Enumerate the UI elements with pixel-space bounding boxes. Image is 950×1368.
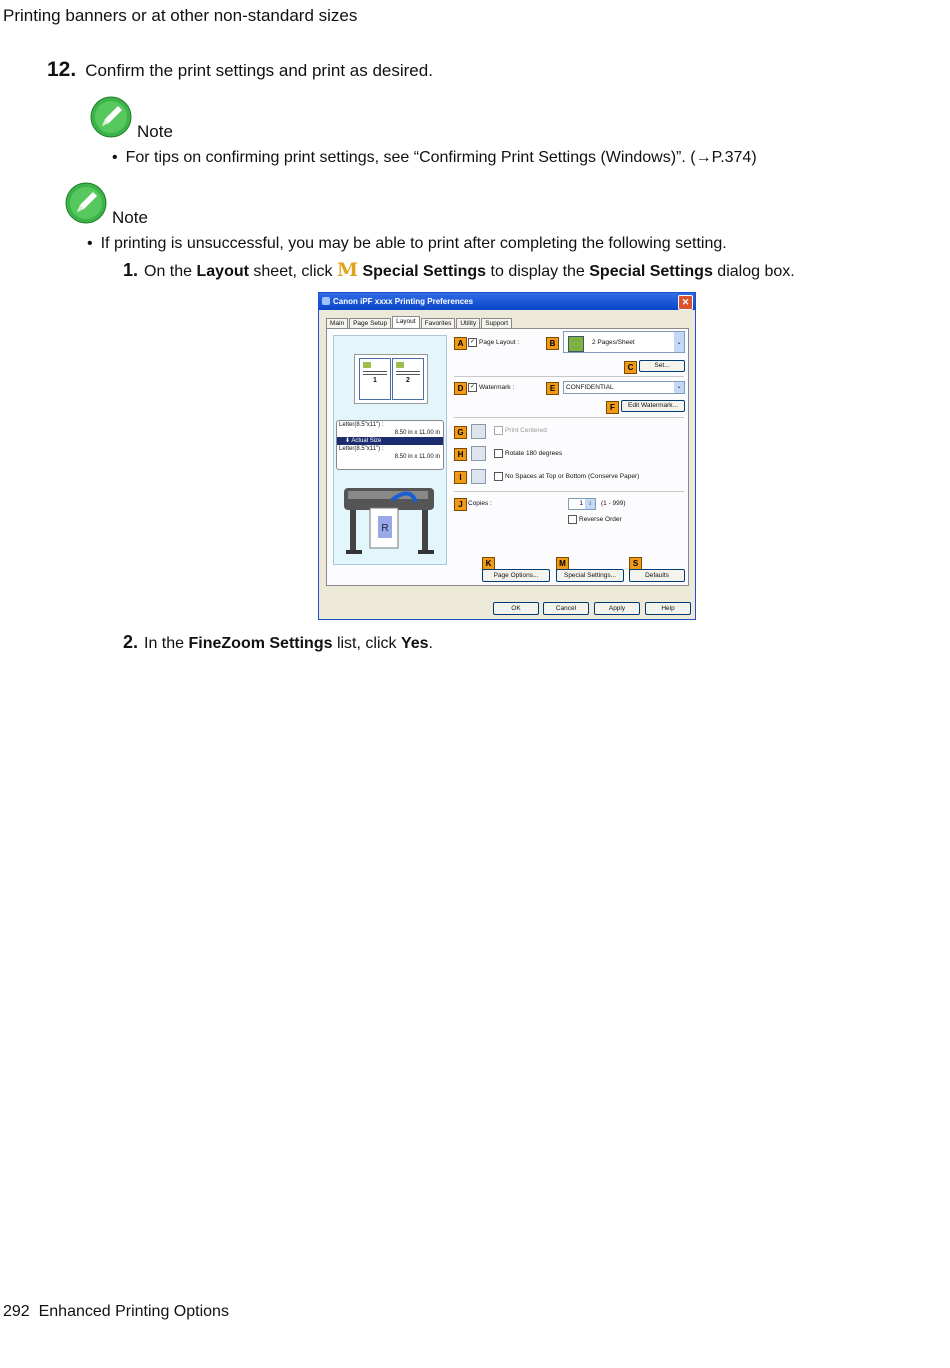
rotate-icon: [471, 446, 486, 461]
note-bullet: • If printing is unsuccessful, you may be able to print after completing the following setting.: [87, 235, 727, 252]
print-centered-label: Print Centered: [505, 427, 547, 435]
copies-value: 1: [579, 500, 583, 507]
substep-text: In the: [144, 635, 189, 652]
page-layout-value: 2 Pages/Sheet: [592, 339, 635, 346]
apply-button[interactable]: Apply: [594, 602, 640, 615]
edit-watermark-button[interactable]: Edit Watermark...: [621, 400, 685, 412]
defaults-button[interactable]: Defaults: [629, 569, 685, 582]
label-j: J: [454, 498, 467, 511]
paper-info-text: Letter(8.5"x11") :: [339, 422, 384, 428]
special-settings-button[interactable]: Special Settings...: [556, 569, 624, 582]
checkbox-icon: [494, 449, 503, 458]
checkbox-icon: [568, 515, 577, 524]
page-number: 1: [373, 377, 377, 384]
checkbox-checked-icon: ✓: [469, 384, 476, 390]
substep-text: .: [428, 635, 433, 652]
dialog-title: Canon iPF xxxx Printing Preferences: [333, 297, 474, 306]
label-m-icon: M: [336, 259, 359, 281]
label-a: A: [454, 337, 467, 350]
step-12: [47, 58, 433, 82]
print-centered-checkbox[interactable]: [494, 426, 547, 435]
chevron-down-icon: ⌄: [674, 332, 684, 352]
page-layout-checkbox[interactable]: [468, 338, 519, 347]
substep-1: [123, 259, 795, 281]
substep-text: sheet, click: [248, 263, 337, 280]
no-spaces-label: No Spaces at Top or Bottom (Conserve Paper): [505, 473, 640, 481]
svg-text:R: R: [381, 523, 389, 534]
paper-info-box: [336, 420, 444, 470]
divider: [454, 417, 684, 418]
substep-number: 2.: [123, 632, 139, 652]
note-pencil-icon: [65, 182, 107, 224]
note-pencil-icon: [90, 96, 132, 138]
paper-info-text: 8.50 in x 11.00 in: [394, 430, 440, 436]
page-footer: [3, 1303, 229, 1321]
label-c: C: [624, 361, 637, 374]
printer-illustration: [340, 480, 440, 560]
divider: [454, 491, 684, 492]
note-bullet: • For tips on confirming print settings, see “Confirming Print Settings (Windows)”. (→P.374): [112, 149, 757, 166]
layout-thumbnail-icon: [568, 336, 584, 352]
substep-bold: FineZoom Settings: [188, 635, 333, 652]
rotate-label: Rotate 180 degrees: [505, 450, 563, 458]
substep-bold: Special Settings: [589, 263, 713, 280]
checkbox-icon: [494, 426, 503, 435]
label-g: G: [454, 426, 467, 439]
rotate-checkbox[interactable]: [494, 449, 562, 458]
substep-bold: Yes: [400, 635, 429, 652]
substep-number: 1.: [123, 260, 139, 280]
tab-favorites[interactable]: Favorites: [421, 318, 456, 329]
copies-label: Copies :: [468, 500, 492, 507]
label-h: H: [454, 448, 467, 461]
label-e: E: [546, 382, 559, 395]
page-number: 292: [3, 1303, 30, 1320]
cancel-button[interactable]: Cancel: [543, 602, 589, 615]
tab-support[interactable]: Support: [481, 318, 512, 329]
step-number: 12.: [47, 58, 77, 81]
dialog-titlebar: [319, 293, 695, 310]
tab-utility[interactable]: Utility: [456, 318, 480, 329]
copies-range: (1 - 999): [601, 500, 626, 507]
watermark-checkbox[interactable]: [468, 383, 514, 392]
step-text: Confirm the print settings and print as desired.: [85, 61, 433, 80]
note-bullet-text: If printing is unsuccessful, you may be able to print after completing the following setting.: [100, 235, 727, 252]
paper-info-text: Letter(8.5"x11") :: [339, 446, 384, 452]
paper-info-text: 8.50 in x 11.00 in: [394, 454, 440, 460]
substep-text: list, click: [332, 635, 401, 652]
no-spaces-checkbox[interactable]: [494, 472, 639, 481]
page-layout-label: Page Layout :: [479, 339, 520, 347]
print-centered-icon: [471, 424, 486, 439]
label-m: M: [556, 557, 569, 570]
substep-bold: Special Settings: [362, 263, 487, 280]
divider: [454, 376, 684, 377]
note-label: Note: [112, 208, 148, 227]
reverse-order-label: Reverse Order: [579, 516, 622, 524]
footer-section: Enhanced Printing Options: [38, 1303, 229, 1320]
label-f: F: [606, 401, 619, 414]
set-button[interactable]: Set...: [639, 360, 685, 372]
label-d: D: [454, 382, 467, 395]
watermark-label: Watermark :: [479, 384, 515, 392]
ok-button[interactable]: OK: [493, 602, 539, 615]
layout-preview: [333, 335, 447, 565]
dialog-tabs: [326, 316, 513, 328]
page-layout-select[interactable]: [563, 331, 685, 353]
note-label: Note: [137, 122, 173, 141]
tab-main[interactable]: Main: [326, 318, 348, 329]
actual-size-row[interactable]: ⬇ Actual Size: [337, 437, 443, 445]
substep-2: [123, 632, 433, 653]
preview-page-2: [392, 358, 424, 400]
reverse-order-checkbox[interactable]: [568, 515, 622, 524]
page-header: Printing banners or at other non-standard sizes: [3, 6, 358, 25]
watermark-value: CONFIDENTIAL: [566, 384, 614, 391]
label-b: B: [546, 337, 559, 350]
chevron-down-icon: ⌄: [674, 382, 684, 393]
checkbox-checked-icon: ✓: [469, 339, 476, 345]
watermark-select[interactable]: [563, 381, 685, 394]
checkbox-icon: [494, 472, 503, 481]
tab-layout[interactable]: Layout: [392, 316, 420, 329]
substep-text: On the: [144, 263, 197, 280]
label-s: S: [629, 557, 642, 570]
spinner-icon[interactable]: ↕: [585, 499, 595, 509]
help-button[interactable]: Help: [645, 602, 691, 615]
layout-panel: [326, 328, 689, 586]
page-number: 2: [406, 377, 410, 384]
tab-page-setup[interactable]: Page Setup: [349, 318, 391, 329]
substep-text: to display the: [486, 263, 590, 280]
printing-preferences-dialog: [318, 292, 696, 620]
copies-input[interactable]: [568, 498, 596, 510]
sheet-preview: [354, 354, 428, 404]
close-button[interactable]: ✕: [678, 295, 693, 310]
conserve-paper-icon: [471, 469, 486, 484]
printer-icon: [322, 297, 330, 305]
preview-page-1: [359, 358, 391, 400]
label-i: I: [454, 471, 467, 484]
note-bullet-text: For tips on confirming print settings, see “Confirming Print Settings (Windows)”. (→P.374): [125, 149, 757, 166]
label-k: K: [482, 557, 495, 570]
substep-text: dialog box.: [712, 263, 795, 280]
page-options-button[interactable]: Page Options...: [482, 569, 550, 582]
substep-bold: Layout: [196, 263, 249, 280]
